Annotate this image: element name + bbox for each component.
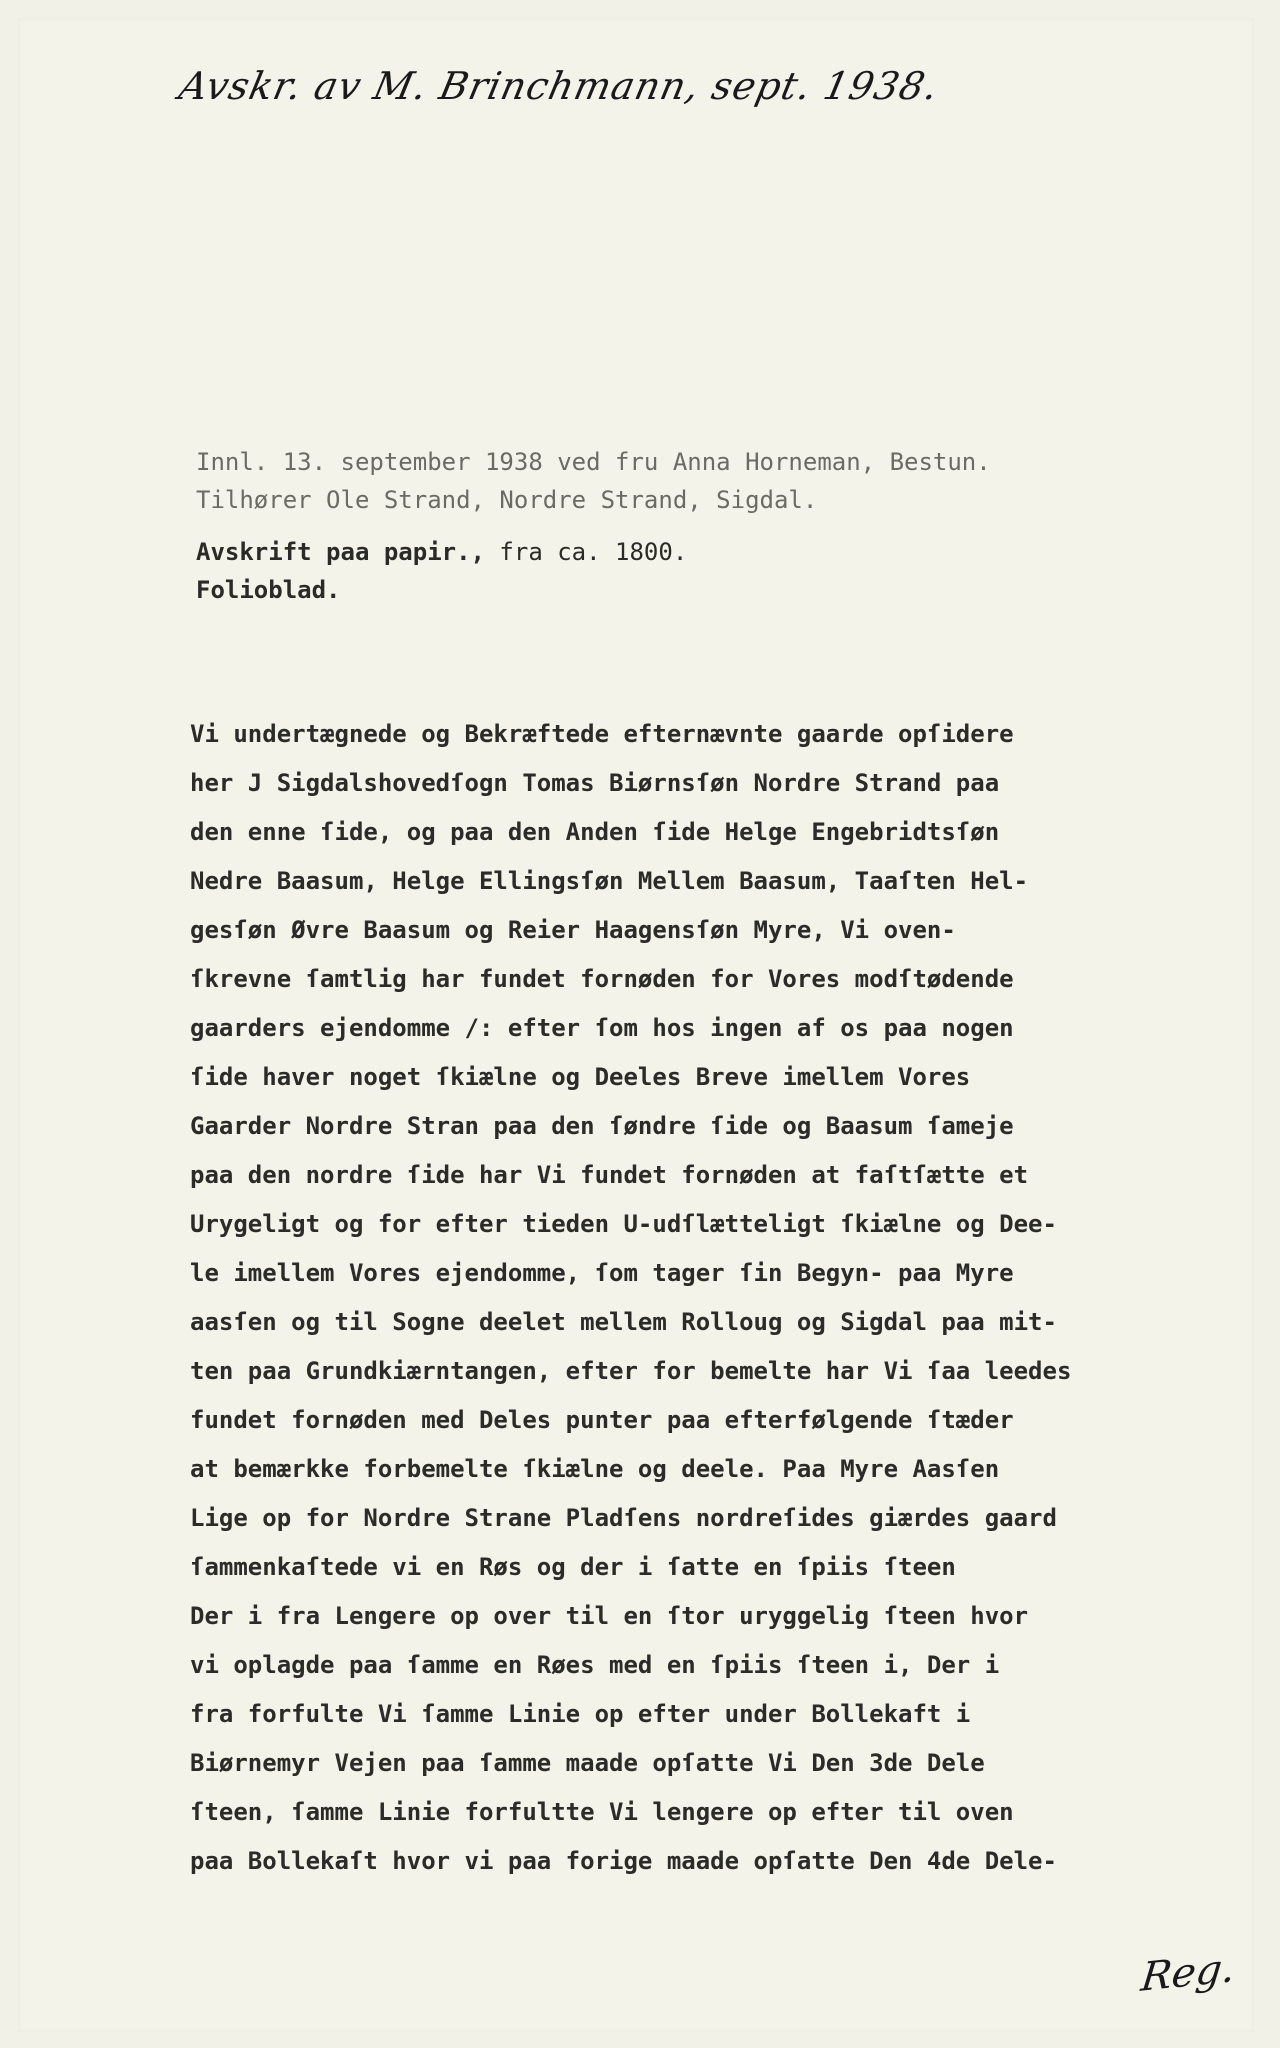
- body-line: gesſøn Øvre Baasum og Reier Haagensſøn Myre, Vi oven-: [190, 916, 956, 944]
- handwritten-corner-note: Reg.: [1138, 1945, 1238, 2001]
- body-line: Gaarder Nordre Stran paa den ſøndre ſide og Baasum ſameje: [190, 1112, 1014, 1140]
- transcription-body: [190, 710, 1130, 1886]
- body-line: vi oplagde paa ſamme en Røes med en ſpiis ſteen i, Der i: [190, 1651, 1000, 1679]
- body-line: ſteen, ſamme Linie forfultte Vi lengere op efter til oven: [190, 1798, 1014, 1826]
- receipt-line-1: Innl. 13. september 1938 ved fru Anna Horneman, Bestun.: [196, 448, 991, 476]
- body-line: her J Sigdalshovedſogn Tomas Biørnsſøn Nordre Strand paa: [190, 769, 1000, 797]
- body-line: paa den nordre ſide har Vi fundet fornøden at faſtſætte et: [190, 1161, 1029, 1189]
- body-line: gaarders ejendomme /: efter ſom hos ingen af os paa nogen: [190, 1014, 1014, 1042]
- body-line: aasſen og til Sogne deelet mellem Rolloug og Sigdal paa mit-: [190, 1308, 1057, 1336]
- source-type: Avskrift paa papir.,: [196, 538, 485, 566]
- body-line: Der i fra Lengere op over til en ſtor uryggelig ſteen hvor: [190, 1602, 1029, 1630]
- body-line: Urygeligt og for efter tieden U-udſlætteligt ſkiælne og Dee-: [190, 1210, 1057, 1238]
- receipt-line-2: Tilhører Ole Strand, Nordre Strand, Sigdal.: [196, 486, 818, 514]
- body-line: paa Bollekaſt hvor vi paa forige maade opſatte Den 4de Dele-: [190, 1847, 1057, 1875]
- body-line: ſide haver noget ſkiælne og Deeles Breve imellem Vores: [190, 1063, 971, 1091]
- body-line: Lige op for Nordre Strane Pladſens nordreſides giærdes gaard: [190, 1504, 1057, 1532]
- body-line: fundet fornøden med Deles punter paa efterfølgende ſtæder: [190, 1406, 1014, 1434]
- source-date: fra ca. 1800.: [484, 538, 688, 566]
- source-format: [196, 576, 341, 604]
- body-line: ſammenkaſtede vi en Røs og der i ſatte en ſpiis ſteen: [190, 1553, 956, 1581]
- body-line: Biørnemyr Vejen paa ſamme maade opſatte Vi Den 3de Dele: [190, 1749, 985, 1777]
- body-line: den enne ſide, og paa den Anden ſide Helge Engebridtsſøn: [190, 818, 1000, 846]
- body-line: Nedre Baasum, Helge Ellingsſøn Mellem Baasum, Taaſten Hel-: [190, 867, 1029, 895]
- handwritten-header-note: Avskr. av M. Brinchmann, sept. 1938.: [175, 64, 943, 108]
- body-line: ſkrevne ſamtlig har fundet fornøden for Vores modſtødende: [190, 965, 1014, 993]
- body-line: le imellem Vores ejendomme, ſom tager ſin Begyn- paa Myre: [190, 1259, 1014, 1287]
- body-line: Vi undertægnede og Bekræftede efternævnte gaarde opſidere: [190, 720, 1014, 748]
- body-line: fra forfulte Vi ſamme Linie op efter under Bollekaft i: [190, 1700, 971, 1728]
- body-line: at bemærkke forbemelte ſkiælne og deele. Paa Myre Aasſen: [190, 1455, 1000, 1483]
- body-line: ten paa Grundkiærntangen, efter for bemelte har Vi ſaa leedes: [190, 1357, 1072, 1385]
- source-format-label: Folioblad.: [196, 576, 341, 604]
- source-line: [196, 538, 687, 566]
